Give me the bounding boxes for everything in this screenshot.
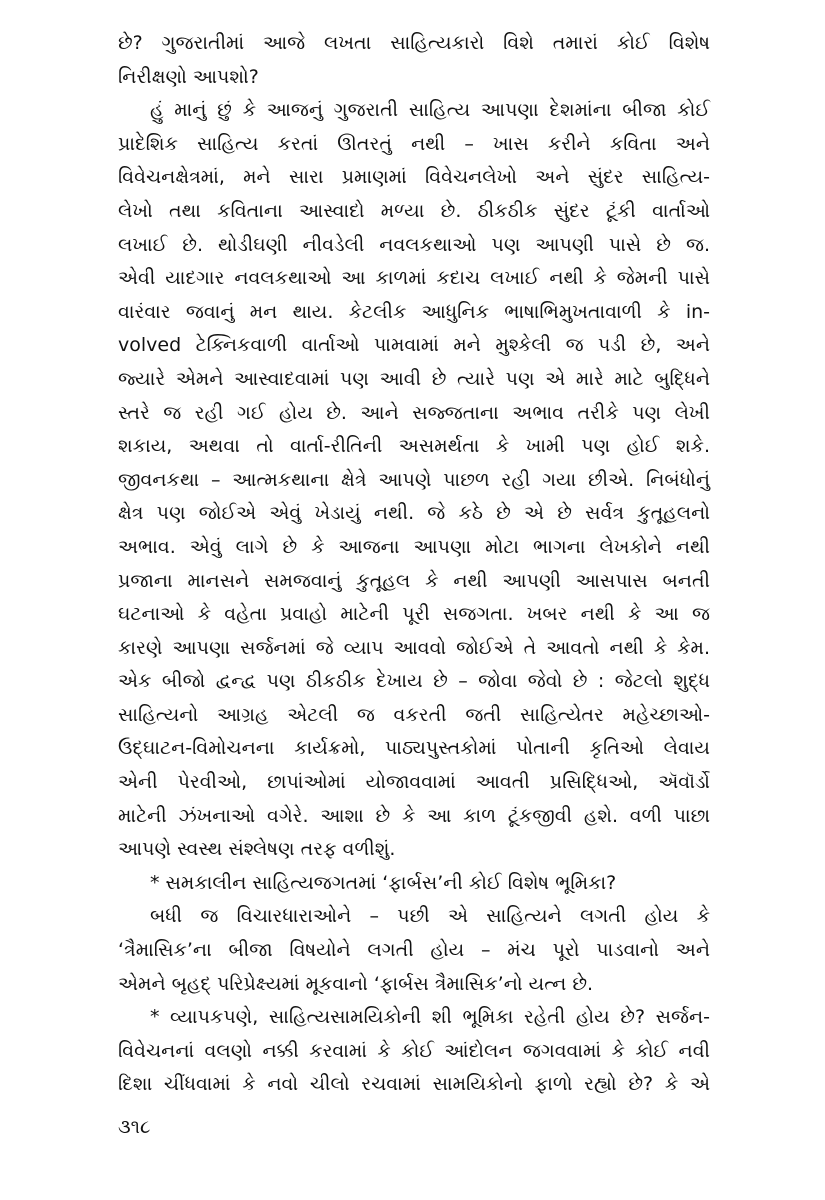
text-line: ઘટનાઓ કે વહેતા પ્રવાહો માટેની પૂરી સજગતા. ખબર નથી કે આ જ xyxy=(118,603,710,626)
text-line: ઉદ્‌ઘાટન-વિમોચનના કાર્યક્રમો, પાઠ્યપુસ્તકોમાં પોતાની કૃતિઓ લેવાય xyxy=(118,737,710,760)
text-line: અભાવ. એવું લાગે છે કે આજના આપણા મોટા ભાગના લેખકોને નથી xyxy=(118,535,710,558)
text-line: એવી યાદગાર નવલકથાઓ આ કાળમાં કદાચ લખાઈ નથી કે જેમની પાસે xyxy=(118,267,710,290)
page-number: ૩૧૮ xyxy=(118,1116,151,1138)
text-line: ‘ત્રૈમાસિક’ના બીજા વિષયોને લગતી હોય – મંચ પૂરો પાડવાનો અને xyxy=(118,939,710,962)
text-line: સાહિત્યનો આગ્રહ એટલી જ વકરતી જતી સાહિત્યેતર મહેચ્છાઓ- xyxy=(118,703,710,726)
text-line: ક્ષેત્ર પણ જોઈએ એવું ખેડાયું નથી. જે કઠે છે એ છે સર્વત્ર કુતૂહલનો xyxy=(118,502,710,525)
text-line: નિરીક્ષણો આપશો? xyxy=(118,65,259,88)
text-line: પ્રજાના માનસને સમજવાનું કુતૂહલ કે નથી આપણી આસપાસ બનતી xyxy=(118,569,710,592)
text-line: વારંવાર જવાનું મન થાય. કેટલીક આધુનિક ભાષાભિમુખતાવાળી કે in- xyxy=(118,300,710,323)
text-line: માટેની ઝંખનાઓ વગેરે. આશા છે કે આ કાળ ટૂંકજીવી હશે. વળી પાછા xyxy=(118,804,710,827)
text-line: લેખો તથા કવિતાના આસ્વાદો મળ્યા છે. ઠીકઠીક સુંદર ટૂંકી વાર્તાઓ xyxy=(118,199,710,222)
text-line: એક બીજો દ્વન્દ્વ પણ ઠીકઠીક દેખાય છે – જોવા જેવો છે : જેટલો શુદ્ધ xyxy=(118,670,710,693)
text-line: જ્યારે એમને આસ્વાદવામાં પણ આવી છે ત્યારે પણ એ મારે માટે બુદ્ધિને xyxy=(118,367,710,390)
text-line: શકાય, અથવા તો વાર્તા-રીતિની અસમર્થતા કે ખામી પણ હોઈ શકે. xyxy=(118,435,710,458)
text-line: volved ટેક્નિકવાળી વાર્તાઓ પામવામાં મને મુશ્કેલી જ પડી છે, અને xyxy=(118,334,710,357)
text-line: * વ્યાપકપણે, સાહિત્યસામયિકોની શી ભૂમિકા રહેતી હોય છે? સર્જન- xyxy=(150,1006,710,1029)
text-line: લખાઈ છે. થોડીઘણી નીવડેલી નવલકથાઓ પણ આપણી પાસે છે જ. xyxy=(118,233,710,256)
body-text xyxy=(118,27,710,1102)
text-line: * સમકાલીન સાહિત્યજગતમાં ‘ફાર્બસ’ની કોઈ વિશેષ ભૂમિકા? xyxy=(150,871,617,894)
text-line: છે? ગુજરાતીમાં આજે લખતા સાહિત્યકારો વિશે તમારાં કોઈ વિશેષ xyxy=(118,32,710,54)
text-line: આપણે સ્વસ્થ સંશ્લેષણ તરફ વળીશું. xyxy=(118,838,396,861)
text-line: દિશા ચીંધવામાં કે નવો ચીલો રચવામાં સામયિકોનો ફાળો રહ્યો છે? કે એ xyxy=(118,1073,710,1096)
text-line: કારણે આપણા સર્જનમાં જે વ્યાપ આવવો જોઈએ તે આવતો નથી કે કેમ. xyxy=(118,636,710,659)
text-line: વિવેચનનાં વલણો નક્કી કરવામાં કે કોઈ આંદોલન જગવવામાં કે કોઈ નવી xyxy=(118,1039,710,1062)
text-line: હું માનું છું કે આજનું ગુજરાતી સાહિત્ય આપણા દેશમાંના બીજા કોઈ xyxy=(150,99,710,122)
text-line: પ્રાદેશિક સાહિત્ય કરતાં ઊતરતું નથી – ખાસ કરીને કવિતા અને xyxy=(118,132,710,155)
text-line: એમને બૃહદ્ પરિપ્રેક્ષ્યમાં મૂકવાનો ‘ફાર્બસ ત્રૈમાસિક’નો યત્ન છે. xyxy=(118,972,594,995)
text-line: એની પેરવીઓ, છાપાંઓમાં યોજાવવામાં આવતી પ્રસિદ્ધિઓ, ઍવૉર્ડો xyxy=(118,771,710,794)
text-line: જીવનકથા – આત્મકથાના ક્ષેત્રે આપણે પાછળ રહી ગયા છીએ. નિબંધોનું xyxy=(118,468,710,491)
text-line: સ્તરે જ રહી ગઈ હોય છે. આને સજ્જતાના અભાવ તરીકે પણ લેખી xyxy=(118,401,710,424)
text-line: બધી જ વિચારધારાઓને – પછી એ સાહિત્યને લગતી હોય કે xyxy=(150,905,710,928)
text-line: વિવેચનક્ષેત્રમાં, મને સારા પ્રમાણમાં વિવેચનલેખો અને સુંદર સાહિત્ય- xyxy=(118,166,710,189)
